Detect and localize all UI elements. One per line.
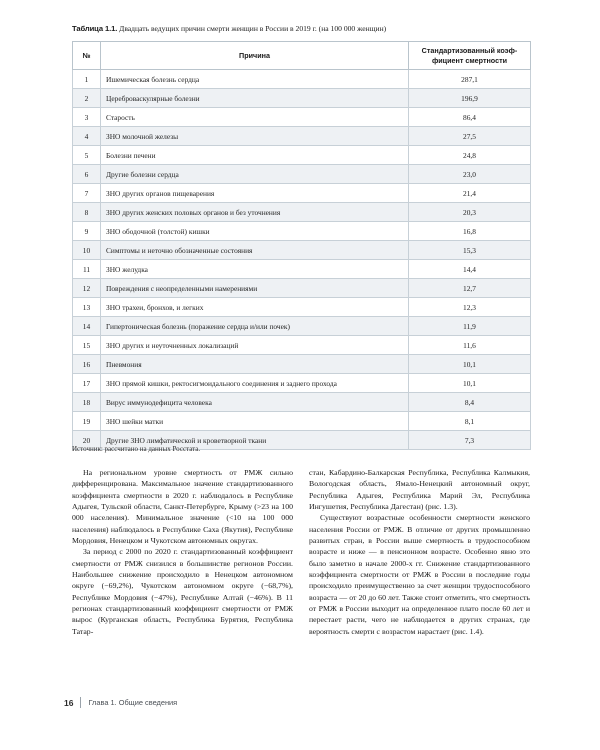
cell-number: 10 bbox=[73, 241, 101, 260]
cell-cause: ЗНО других и неуточненных локализаций bbox=[101, 336, 409, 355]
cell-cause: ЗНО молочной железы bbox=[101, 127, 409, 146]
cell-value: 11,6 bbox=[409, 336, 531, 355]
table-caption bbox=[72, 24, 530, 34]
cell-value: 27,5 bbox=[409, 127, 531, 146]
cell-cause: Ишемическая болезнь сердца bbox=[101, 70, 409, 89]
cell-cause: Пневмония bbox=[101, 355, 409, 374]
table-row bbox=[73, 222, 531, 241]
body-text-columns bbox=[72, 467, 530, 672]
page-number: 16 bbox=[64, 697, 74, 708]
table-row bbox=[73, 241, 531, 260]
cell-value: 23,0 bbox=[409, 165, 531, 184]
cell-cause: Вирус иммунодефицита человека bbox=[101, 393, 409, 412]
table-row bbox=[73, 203, 531, 222]
table-row bbox=[73, 393, 531, 412]
body-paragraph: На региональном уровне смертность от РМЖ сильно дифференцирована. Максимальное значение стандартизованного коэффициента смертности в 2020 г. наблюдалось в Республике Адыгея, Тульской области, Санкт-Петербурге, Крыму (>23 на 100 000 населения). Минимальное значение (<10 на 100 000 населения) наблюдалось в Республике Саха (Якутия), Республике Мордовия, Ненецком и Чукотском автономных округах. bbox=[72, 468, 293, 546]
cell-value: 7,3 bbox=[409, 431, 531, 450]
cell-cause: ЗНО других органов пищеварения bbox=[101, 184, 409, 203]
table-row bbox=[73, 374, 531, 393]
table-header-row bbox=[73, 42, 531, 70]
cell-number: 13 bbox=[73, 298, 101, 317]
cell-value: 196,9 bbox=[409, 89, 531, 108]
cell-cause: Гипертоническая болезнь (поражение сердца и/или почек) bbox=[101, 317, 409, 336]
cell-value: 8,4 bbox=[409, 393, 531, 412]
table-row bbox=[73, 89, 531, 108]
cell-number: 7 bbox=[73, 184, 101, 203]
cell-number: 6 bbox=[73, 165, 101, 184]
footer-chapter-title: Глава 1. Общие сведения bbox=[88, 698, 178, 707]
cell-cause: ЗНО ободочной (толстой) кишки bbox=[101, 222, 409, 241]
cell-number: 11 bbox=[73, 260, 101, 279]
cell-number: 1 bbox=[73, 70, 101, 89]
cell-cause: Болезни печени bbox=[101, 146, 409, 165]
table-row bbox=[73, 108, 531, 127]
cell-value: 15,3 bbox=[409, 241, 531, 260]
cell-cause: ЗНО трахеи, бронхов, и легких bbox=[101, 298, 409, 317]
cell-value: 11,9 bbox=[409, 317, 531, 336]
cell-cause: Другие болезни сердца bbox=[101, 165, 409, 184]
cell-value: 86,4 bbox=[409, 108, 531, 127]
cell-value: 24,8 bbox=[409, 146, 531, 165]
table-row bbox=[73, 127, 531, 146]
table-caption-label: Таблица 1.1. bbox=[72, 24, 118, 33]
cell-number: 19 bbox=[73, 412, 101, 431]
source-note: Источник: рассчитано на данных Росстата. bbox=[72, 445, 201, 453]
cell-value: 14,4 bbox=[409, 260, 531, 279]
table-row bbox=[73, 146, 531, 165]
cell-value: 8,1 bbox=[409, 412, 531, 431]
table-caption-text: Двадцать ведущих причин смерти женщин в России в 2019 г. (на 100 000 женщин) bbox=[117, 24, 387, 33]
cell-cause: Повреждения с неопределенными намерениями bbox=[101, 279, 409, 298]
cell-number: 9 bbox=[73, 222, 101, 241]
cell-cause: Старость bbox=[101, 108, 409, 127]
cell-number: 2 bbox=[73, 89, 101, 108]
table-body bbox=[73, 70, 531, 450]
cell-value: 10,1 bbox=[409, 374, 531, 393]
cell-number: 16 bbox=[73, 355, 101, 374]
cell-number: 4 bbox=[73, 127, 101, 146]
table-row bbox=[73, 184, 531, 203]
cell-number: 3 bbox=[73, 108, 101, 127]
cell-value: 20,3 bbox=[409, 203, 531, 222]
cell-cause: ЗНО прямой кишки, ректосигмоидального соединения и заднего прохода bbox=[101, 374, 409, 393]
cell-value: 287,1 bbox=[409, 70, 531, 89]
cell-number: 14 bbox=[73, 317, 101, 336]
body-column-right bbox=[309, 467, 530, 672]
body-column-left bbox=[72, 467, 293, 672]
table-row bbox=[73, 336, 531, 355]
table-row bbox=[73, 298, 531, 317]
column-header-cause: Причина bbox=[101, 42, 409, 70]
cell-number: 20 bbox=[73, 431, 101, 450]
cell-number: 5 bbox=[73, 146, 101, 165]
cell-cause: Симптомы и неточно обозначенные состояния bbox=[101, 241, 409, 260]
cell-number: 8 bbox=[73, 203, 101, 222]
cell-number: 12 bbox=[73, 279, 101, 298]
table-row bbox=[73, 260, 531, 279]
page-footer bbox=[64, 697, 177, 708]
table-row bbox=[73, 355, 531, 374]
body-paragraph: Существуют возрастные особенности смертности женского населения России от РМЖ. В отличие от других промышленно развитых стран, в России выше смертность в трудоспособном возрасте и ниже — в пенсионном возрасте. Особенно явно это было заметно в начале 2000-х гг. Снижение стандартизованного коэффициента смертности от РМЖ в России в последние годы происходило преимущественно за счет женщин трудоспособного возраста — от 20 до 60 лет. Также стоит отметить, что смертность от РМЖ в России выходит на определенное плато после 60 лет и перестает расти, чего не наблюдается в других странах, где вероятность смерти с возрастом нарастает (рис. 1.4). bbox=[309, 513, 530, 636]
table-row bbox=[73, 165, 531, 184]
cell-number: 18 bbox=[73, 393, 101, 412]
cell-value: 12,3 bbox=[409, 298, 531, 317]
cell-cause: Другие ЗНО лимфатической и кроветворной ткани bbox=[101, 431, 409, 450]
cell-value: 21,4 bbox=[409, 184, 531, 203]
column-header-value: Стандартизованный коэф- фициент смертности bbox=[409, 42, 531, 70]
body-paragraph: стан, Кабардино-Балкарская Республика, Республика Калмыкия, Вологодская область, Ямало-Ненецкий автономный округ, Республика Адыгея, Республика Марий Эл, Республика Ингушетия, Республика Дагестан) (рис. 1.3). bbox=[309, 468, 530, 512]
cell-value: 12,7 bbox=[409, 279, 531, 298]
footer-divider bbox=[80, 697, 81, 708]
table-row bbox=[73, 70, 531, 89]
table-row bbox=[73, 279, 531, 298]
mortality-causes-table bbox=[72, 41, 530, 450]
cell-cause: Цереброваскулярные болезни bbox=[101, 89, 409, 108]
table-row bbox=[73, 317, 531, 336]
cell-value: 10,1 bbox=[409, 355, 531, 374]
table-row bbox=[73, 412, 531, 431]
cell-cause: ЗНО шейки матки bbox=[101, 412, 409, 431]
column-header-number: № bbox=[73, 42, 101, 70]
cell-cause: ЗНО желудка bbox=[101, 260, 409, 279]
cell-number: 15 bbox=[73, 336, 101, 355]
cell-value: 16,8 bbox=[409, 222, 531, 241]
cell-number: 17 bbox=[73, 374, 101, 393]
cell-cause: ЗНО других женских половых органов и без уточнения bbox=[101, 203, 409, 222]
body-paragraph: За период с 2000 по 2020 г. стандартизованный коэффициент смертности от РМЖ снизился в большинстве регионов России. Наибольшее снижение происходило в Ненецком автономном округе (−69,2%), Чукотском автономном округе (−68,7%), Республике Мордовия (−47%), Республике Алтай (−46%). В 11 регионах стандартизованный коэффициент смертности от РМЖ вырос (Курганская область, Республика Бурятия, Республика Татар- bbox=[72, 547, 293, 636]
